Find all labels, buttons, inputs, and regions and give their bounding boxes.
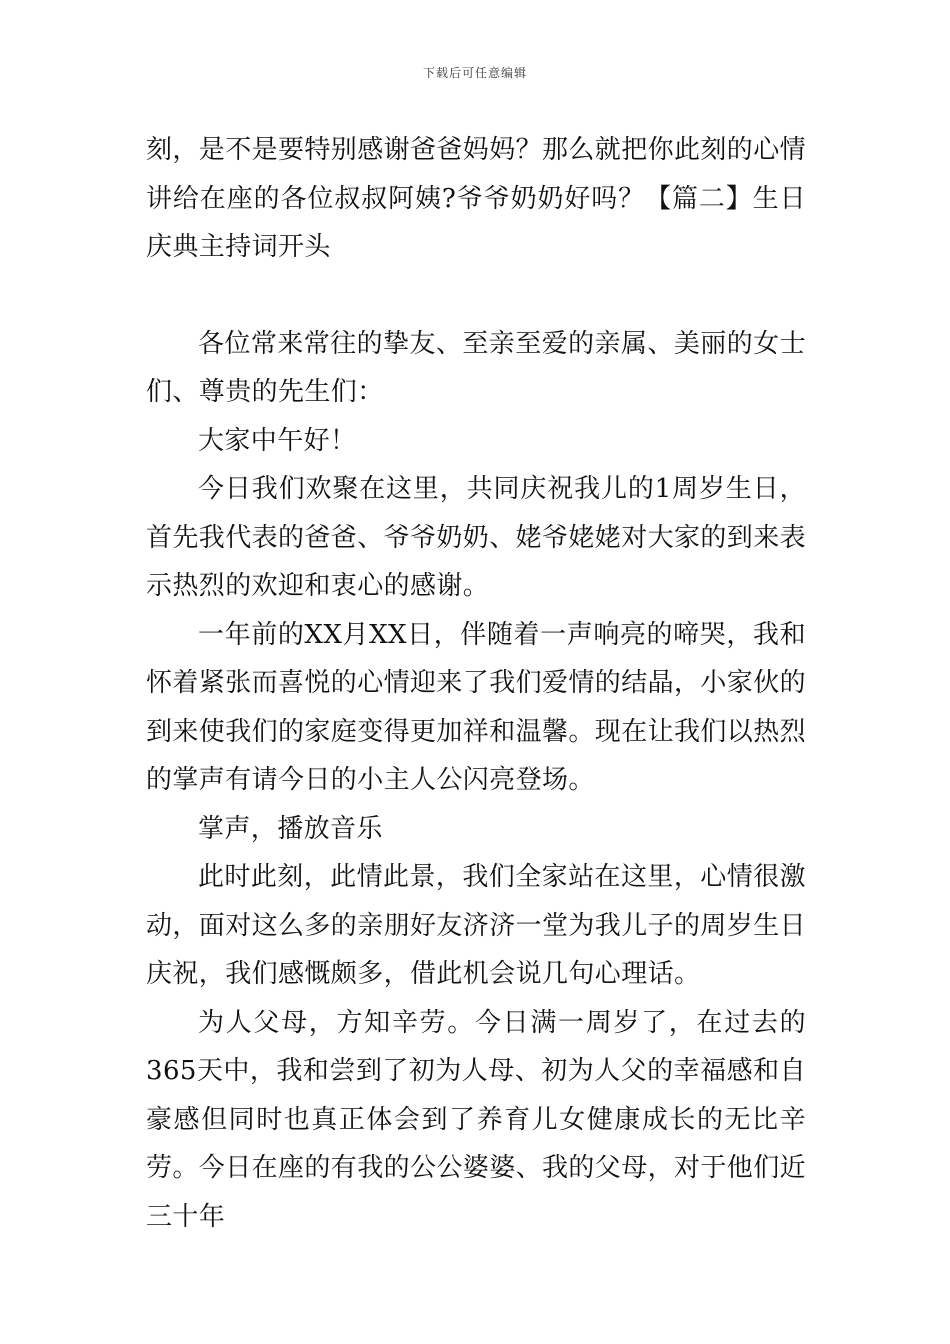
paragraph-parents: 为人父母，方知辛劳。今日满一周岁了，在过去的365天中，我和尝到了初为人母、初为人父的幸福感和自豪感但同时也真正体会到了养育儿女健康成长的无比辛劳。今日在座的有我的公公婆婆、我的父母，对于他们近三十年 (146, 1007, 807, 1232)
paragraph-moment: 此时此刻，此情此景，我们全家站在这里，心情很激动，面对这么多的亲朋好友济济一堂为我儿子的周岁生日庆祝，我们感慨颇多，借此机会说几句心理话。 (146, 862, 807, 989)
header-note: 下载后可任意编辑 (422, 66, 527, 80)
paragraph-gap (146, 272, 806, 320)
paragraph-birth: 一年前的XX月XX日，伴随着一声响亮的啼哭，我和怀着紧张而喜悦的心情迎来了我们爱情的结晶，小家伙的到来使我们的家庭变得更加祥和温馨。现在让我们以热烈的掌声有请今日的小主人公闪亮登场。 (146, 619, 807, 795)
paragraph-welcome: 今日我们欢聚在这里，共同庆祝我儿的1周岁生日，首先我代表的爸爸、爷爷奶奶、姥爷姥姥对大家的到来表示热烈的欢迎和衷心的感谢。 (146, 474, 807, 601)
paragraph-salutation: 各位常来常往的挚友、至亲至爱的亲属、美丽的女士们、尊贵的先生们： (146, 328, 806, 407)
paragraph-greeting: 大家中午好！ (198, 425, 357, 456)
document-body (146, 126, 806, 1241)
paragraph-continuation: 刻，是不是要特别感谢爸爸妈妈？那么就把你此刻的心情讲给在座的各位叔叔阿姨?爷爷奶奶好吗？【篇二】生日庆典主持词开头 (146, 135, 807, 262)
paragraph-applause: 掌声，播放音乐 (198, 813, 383, 844)
